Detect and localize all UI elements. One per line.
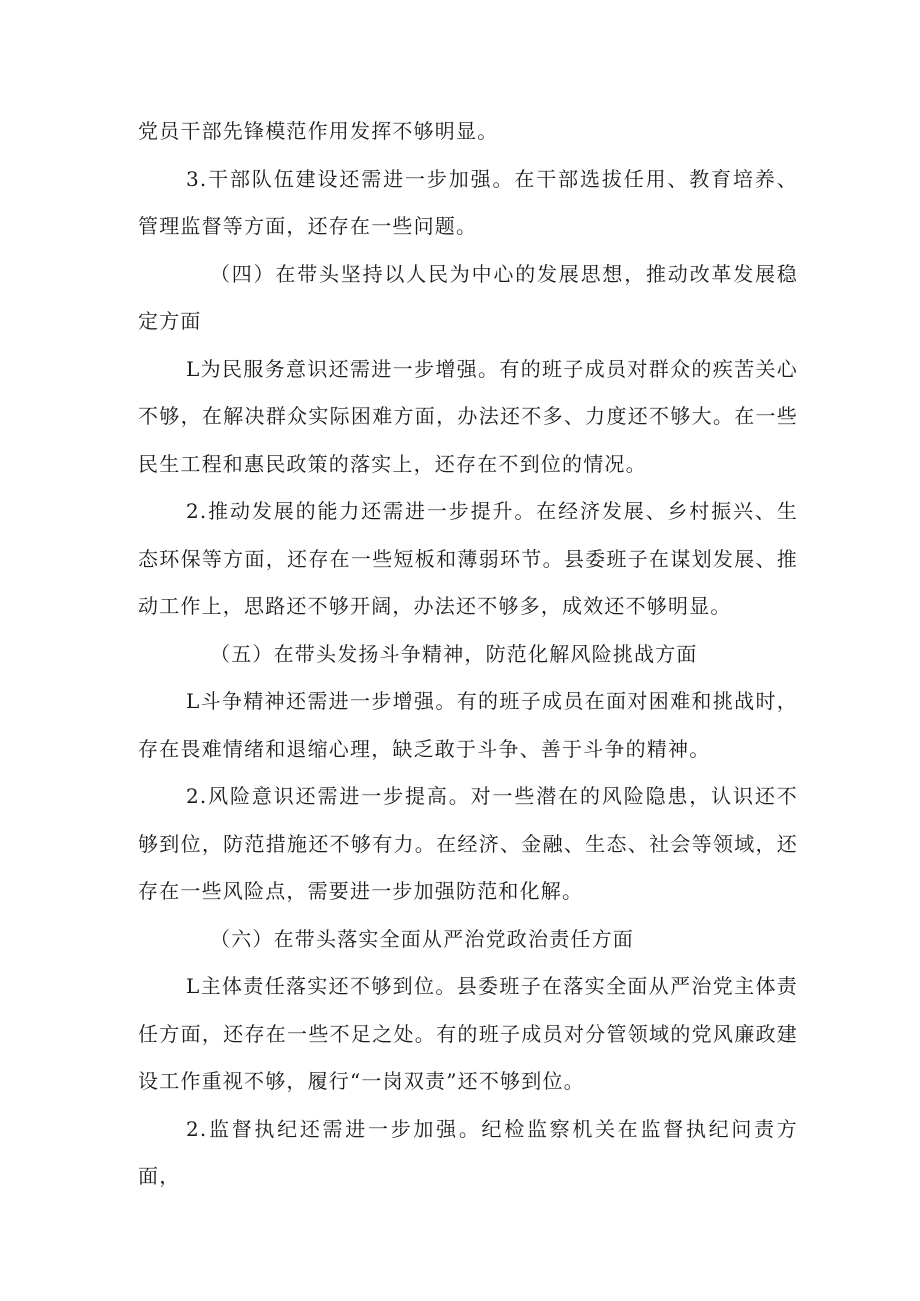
paragraph-item-1-service-awareness: L为民服务意识还需进一步增强。有的班子成员对群众的疾苦关心不够，在解决群众实际困难方面，办法还不多、力度还不够大。在一些民生工程和惠民政策的落实上，还存在不到位的情况。 [138,356,798,476]
paragraph-item-1-struggle-spirit: L斗争精神还需进一步增强。有的班子成员在面对困难和挑战时，存在畏难情绪和退缩心理，缺乏敢于斗争、善于斗争的精神。 [138,689,798,761]
section-heading-4: （四）在带头坚持以人民为中心的发展思想，推动改革发展稳定方面 [138,261,798,333]
paragraph-continuation: 党员干部先锋模范作用发挥不够明显。 [138,119,499,143]
paragraph-item-3-cadre-building: 3.干部队伍建设还需进一步加强。在干部选拔任用、教育培养、管理监督等方面，还存在一些问题。 [138,166,798,238]
paragraph-item-2-development-ability: 2.推动发展的能力还需进一步提升。在经济发展、乡村振兴、生态环保等方面，还存在一些短板和薄弱环节。县委班子在谋划发展、推动工作上，思路还不够开阔，办法还不够多，成效还不够明显。 [138,499,798,618]
section-heading-6: （六）在带头落实全面从严治党政治责任方面 [210,926,634,951]
paragraph-item-2-risk-awareness: 2.风险意识还需进一步提高。对一些潜在的风险隐患，认识还不够到位，防范措施还不够有力。在经济、金融、生态、社会等领域，还存在一些风险点，需要进一步加强防范和化解。 [138,784,798,903]
paragraph-item-1-main-responsibility: L主体责任落实还不够到位。县委班子在落实全面从严治党主体责任方面，还存在一些不足之处。有的班子成员对分管领域的党风廉政建设工作重视不够，履行“一岗双责”还不够到位。 [138,974,798,1093]
document-body [138,108,798,1201]
paragraph-item-2-supervision: 2.监督执纪还需进一步加强。纪检监察机关在监督执纪问责方面， [138,1116,798,1188]
section-heading-5: （五）在带头发扬斗争精神，防范化解风险挑战方面 [210,641,698,666]
